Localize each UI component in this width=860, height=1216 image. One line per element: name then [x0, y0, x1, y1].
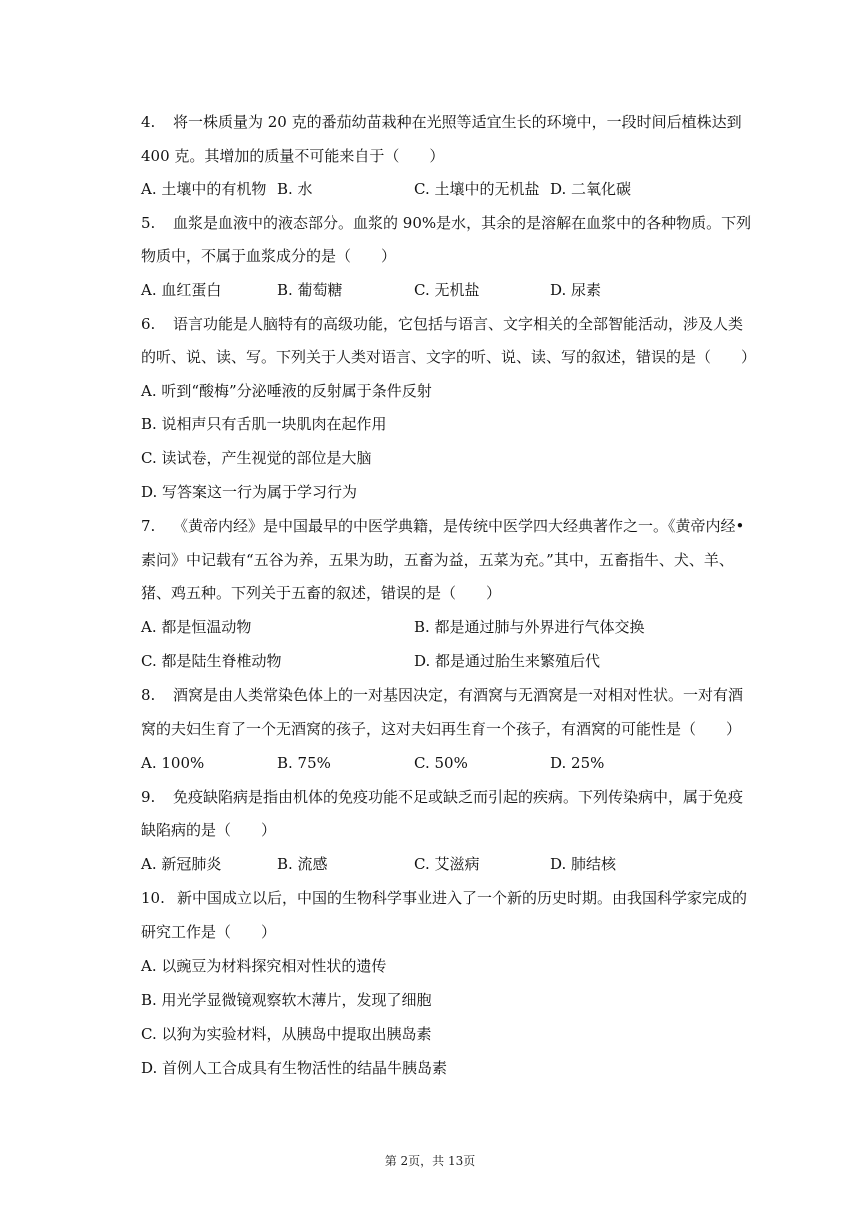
- question-9-option-a: A. 新冠肺炎: [141, 855, 222, 873]
- question-9-option-d: D. 肺结核: [550, 855, 617, 873]
- question-6-line-1: 6. 语言功能是人脑特有的高级功能，它包括与语言、文字相关的全部智能活动，涉及人类: [141, 315, 744, 333]
- question-10-option-a: A. 以豌豆为材料探究相对性状的遗传: [141, 957, 387, 975]
- page-footer: 第 2页，共 13页: [384, 1154, 476, 1168]
- question-9-option-c: C. 艾滋病: [414, 855, 480, 873]
- question-5-option-c: C. 无机盐: [414, 281, 480, 299]
- question-7-line-1: 7. 《黄帝内经》是中国最早的中医学典籍，是传统中医学四大经典著作之一。《黄帝内经•: [141, 517, 745, 535]
- question-4-line-1: 4. 将一株质量为 20 克的番茄幼苗栽种在光照等适宜生长的环境中，一段时间后植株达到: [141, 113, 742, 131]
- question-9-option-b: B. 流感: [277, 855, 328, 873]
- question-8-option-b: B. 75%: [277, 754, 331, 772]
- question-7-line-2: 素问》中记载有“五谷为养，五果为助，五畜为益，五菜为充。”其中，五畜指牛、犬、羊、: [141, 551, 734, 569]
- question-7-option-b: B. 都是通过肺与外界进行气体交换: [414, 618, 645, 636]
- question-4-option-a: A. 土壤中的有机物: [141, 180, 267, 198]
- question-10-line-2: 研究工作是（ ）: [141, 923, 277, 941]
- question-5-option-b: B. 葡萄糖: [277, 281, 343, 299]
- question-9-line-1: 9. 免疫缺陷病是指由机体的免疫功能不足或缺乏而引起的疾病。下列传染病中，属于免疫: [141, 788, 744, 806]
- question-10-line-1: 10. 新中国成立以后，中国的生物科学事业进入了一个新的历史时期。由我国科学家完成的: [141, 889, 748, 907]
- question-6-option-c: C. 读试卷，产生视觉的部位是大脑: [141, 449, 372, 467]
- question-8-line-1: 8. 酒窝是由人类常染色体上的一对基因决定，有酒窝与无酒窝是一对相对性状。一对有酒: [141, 686, 744, 704]
- question-8-option-d: D. 25%: [550, 754, 605, 772]
- question-7-option-a: A. 都是恒温动物: [141, 618, 252, 636]
- question-5-line-1: 5. 血浆是血液中的液态部分。血浆的 90%是水，其余的是溶解在血浆中的各种物质。下列: [141, 214, 752, 232]
- question-7-line-3: 猪、鸡五种。下列关于五畜的叙述，错误的是（ ）: [141, 584, 502, 602]
- question-4-option-b: B. 水: [277, 180, 313, 198]
- question-4-option-c: C. 土壤中的无机盐: [414, 180, 540, 198]
- question-10-option-d: D. 首例人工合成具有生物活性的结晶牛胰岛素: [141, 1059, 448, 1077]
- question-4-option-d: D. 二氧化碳: [550, 180, 632, 198]
- question-9-line-2: 缺陷病的是（ ）: [141, 821, 277, 839]
- question-6-option-a: A. 听到“酸梅”分泌唾液的反射属于条件反射: [141, 382, 432, 400]
- question-6-line-2: 的听、说、读、写。下列关于人类对语言、文字的听、说、读、写的叙述，错误的是（ ）: [141, 348, 757, 366]
- question-6-option-b: B. 说相声只有舌肌一块肌肉在起作用: [141, 415, 387, 433]
- question-5-option-a: A. 血红蛋白: [141, 281, 222, 299]
- question-6-option-d: D. 写答案这一行为属于学习行为: [141, 483, 358, 501]
- question-7-option-c: C. 都是陆生脊椎动物: [141, 652, 282, 670]
- question-10-option-b: B. 用光学显微镜观察软木薄片，发现了细胞: [141, 991, 432, 1009]
- question-8-option-a: A. 100%: [141, 754, 205, 772]
- question-7-option-d: D. 都是通过胎生来繁殖后代: [414, 652, 601, 670]
- question-8-option-c: C. 50%: [414, 754, 468, 772]
- question-4-line-2: 400 克。其增加的质量不可能来自于（ ）: [141, 147, 445, 165]
- question-8-line-2: 窝的夫妇生育了一个无酒窝的孩子，这对夫妇再生育一个孩子，有酒窝的可能性是（ ）: [141, 720, 742, 738]
- question-5-line-2: 物质中，不属于血浆成分的是（ ）: [141, 247, 397, 265]
- question-10-option-c: C. 以狗为实验材料，从胰岛中提取出胰岛素: [141, 1025, 432, 1043]
- question-5-option-d: D. 尿素: [550, 281, 602, 299]
